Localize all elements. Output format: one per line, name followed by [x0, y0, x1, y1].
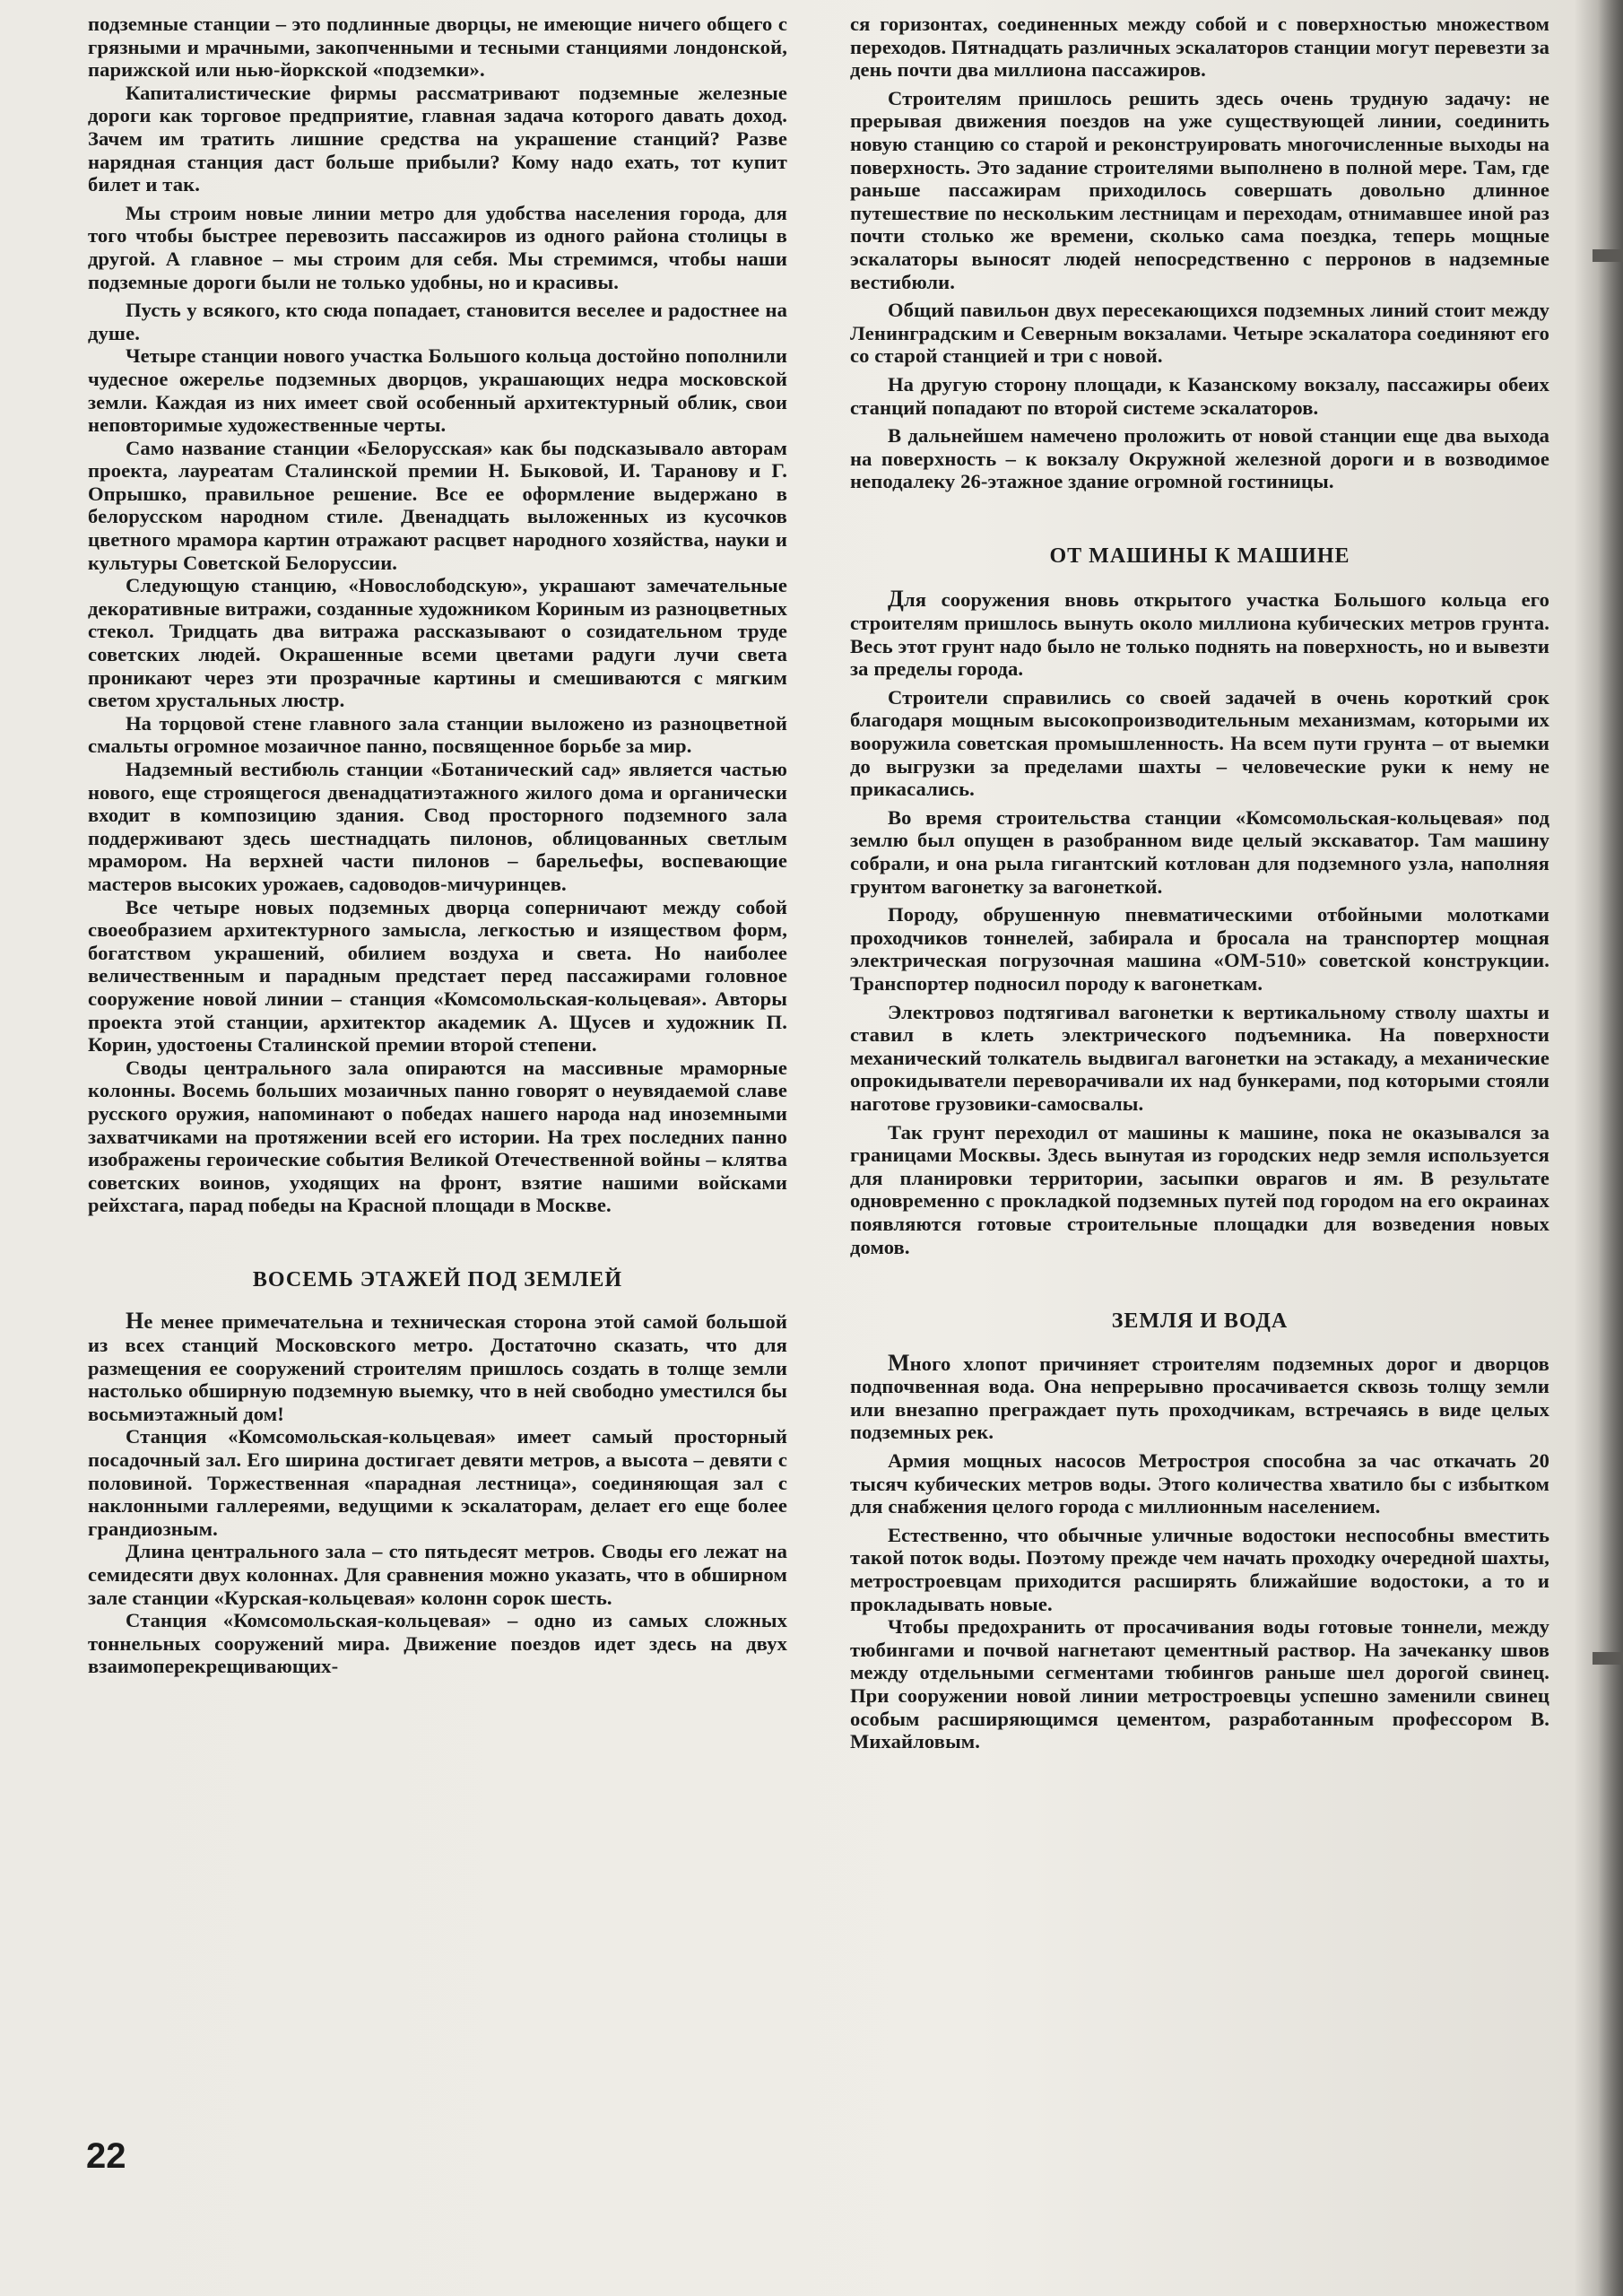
- paragraph: Длина центрального зала – сто пятьдесят метров. Своды его лежат на семидесяти двух колоннах. Для сравнения можно указать, что в обширном зале станции «Курская-кольцевая» колонн сорок шесть.: [88, 1540, 787, 1609]
- paragraph: Следующую станцию, «Новослободскую», украшают замечательные декоративные витражи, созданные художником Кориным из разноцветных стекол. Тридцать два витража рассказывают о созидательном труде советских людей. Окрашенные всеми цветами радуги лучи света проникают через эти прозрачные картины и смешиваются с мягким светом хрустальных люстр.: [88, 574, 787, 712]
- section-heading: ОТ МАШИНЫ К МАШИНЕ: [1049, 544, 1350, 568]
- page-edge-mark: [1593, 1652, 1623, 1665]
- paragraph: Во время строительства станции «Комсомольская-кольцевая» под землю был опущен в разобранном виде целый экскаватор. Там машину собрали, и она рыла гигантский котлован для подземного узла, наполняя грунтом вагонетку за вагонеткой.: [850, 805, 1549, 898]
- paragraph: ся горизонтах, соединенных между собой и с поверхностью множеством переходов. Пятнадцать различных эскалаторов станции могут перевезти за день почти два миллиона пассажиров.: [850, 13, 1549, 82]
- paragraph: Много хлопот причиняет строителям подземных дорог и дворцов подпочвенная вода. Она непрерывно просачивается сквозь толщу земли или внезапно преграждает путь проходчикам, встречаясь в виде целых подземных рек.: [850, 1349, 1549, 1444]
- paragraph: Надземный вестибюль станции «Ботанический сад» является частью нового, еще строящегося двенадцатиэтажного жилого дома и органически входит в композицию здания. Свод просторного подземного зала поддерживают здесь шестнадцать пилонов, облицованных светлым мрамором. На верхней части пилонов – барельефы, воспевающие мастеров высоких урожаев, садоводов-мичуринцев.: [88, 758, 787, 895]
- paragraph: Станция «Комсомольская-кольцевая» имеет самый просторный посадочный зал. Его ширина достигает девяти метров, а высота – девяти с половиной. Торжественная «парадная лестница», соединяющая зал с наклонными галлереями, ведущими к эскалаторам, делает его еще более грандиозным.: [88, 1425, 787, 1540]
- paragraph: Для сооружения вновь открытого участка Большого кольца его строителям пришлось вынуть около миллиона кубических метров грунта. Весь этот грунт надо было не только поднять на поверхность, но и вывезти за пределы города.: [850, 586, 1549, 681]
- paragraph: подземные станции – это подлинные дворцы, не имеющие ничего общего с грязными и мрачными, закопченными и тесными станциями лондонской, парижской или нью-йоркской «подземки».: [88, 13, 787, 82]
- paragraph: Мы строим новые линии метро для удобства населения города, для того чтобы быстрее перевозить пассажиров из одного района столицы в другой. А главное – мы строим для себя. Мы стремимся, чтобы наши подземные дороги были не только удобны, но и красивы.: [88, 201, 787, 293]
- right-column: [850, 13, 1549, 1753]
- paragraph: На торцовой стене главного зала станции выложено из разноцветной смальты огромное мозаичное панно, посвященное борьбе за мир.: [88, 711, 787, 758]
- paragraph: Своды центрального зала опираются на массивные мраморные колонны. Восемь больших мозаичных панно говорят о неувядаемой славе русского оружия, напоминают о победах нашего народа над иноземными захватчиками на протяжении всей его истории. На трех последних панно изображены героические события Великой Отечественной войны – клятва советских воинов, уходящих на фронт, взятие нашими войсками рейхстага, парад победы на Красной площади в Москве.: [88, 1056, 787, 1217]
- paragraph: Четыре станции нового участка Большого кольца достойно пополнили чудесное ожерелье подземных дворцов, украшающих недра московской земли. Каждая из них имеет свой особенный архитектурный облик, свои неповторимые художественные черты.: [88, 344, 787, 437]
- paragraph: В дальнейшем намечено проложить от новой станции еще два выхода на поверхность – к вокзалу Окружной железной дороги и в возводимое неподалеку 26-этажное здание огромной гостиницы.: [850, 424, 1549, 493]
- page-edge-mark: [1593, 249, 1623, 262]
- paragraph: Строители справились со своей задачей в очень короткий срок благодаря мощным высокопроизводительным механизмам, которыми их вооружила советская промышленность. На всем пути грунта – от выемки до выгрузки за пределами шахты – человеческие руки к нему не прикасались.: [850, 685, 1549, 801]
- paragraph: Чтобы предохранить от просачивания воды готовые тоннели, между тюбингами и почвой нагнетают цементный раствор. На зачеканку швов между отдельными сегментами тюбингов раньше шел дорогой свинец. При сооружении новой линии метростроевцы успешно заменили свинец особым расширяющимся цементом, разработанным профессором В. Михайловым.: [850, 1615, 1549, 1753]
- paragraph: Все четыре новых подземных дворца соперничают между собой своеобразием архитектурного замысла, легкостью и изяществом форм, богатством украшений, обилием воздуха и света. Но наиболее величественным и парадным предстает перед пассажирами головное сооружение новой линии – станция «Комсомольская-кольцевая». Авторы проекта этой станции, архитектор академик А. Щусев и художник П. Корин, удостоены Сталинской премии второй степени.: [88, 895, 787, 1057]
- paragraph: На другую сторону площади, к Казанскому вокзалу, пассажиры обеих станций попадают по второй системе эскалаторов.: [850, 372, 1549, 419]
- paragraph: Пусть у всякого, кто сюда попадает, становится веселее и радостнее на душе.: [88, 299, 787, 344]
- paragraph: Породу, обрушенную пневматическими отбойными молотками проходчиков тоннелей, забирала и бросала на транспортер мощная электрическая погрузочная машина «ОМ-510» советской конструкции. Транспортер подносил породу к вагонеткам.: [850, 903, 1549, 995]
- page-number: 22: [86, 2136, 126, 2176]
- paragraph: Общий павильон двух пересекающихся подземных линий стоит между Ленинградским и Северным вокзалами. Четыре эскалатора соединяют его со старой станцией и три с новой.: [850, 299, 1549, 368]
- section-heading: ВОСЕМЬ ЭТАЖЕЙ ПОД ЗЕМЛЕЙ: [252, 1267, 623, 1292]
- paragraph: Станция «Комсомольская-кольцевая» – одно из самых сложных тоннельных сооружений мира. Движение поездов идет здесь на двух взаимоперекрещивающих-: [88, 1609, 787, 1678]
- paragraph: Армия мощных насосов Метростроя способна за час откачать 20 тысяч кубических метров воды. Этого количества хватило бы с избытком для снабжения целого города с миллионным населением.: [850, 1449, 1549, 1518]
- paragraph: Само название станции «Белорусская» как бы подсказывало авторам проекта, лауреатам Сталинской премии Н. Быковой, И. Таранову и Г. Опрышко, правильное решение. Все ее оформление выдержано в белорусском народном стиле. Двенадцать выложенных из кусочков цветного мрамора картин отражают расцвет народного хозяйства, науки и культуры Советской Белоруссии.: [88, 436, 787, 574]
- paragraph: Строителям пришлось решить здесь очень трудную задачу: не прерывая движения поездов на уже существующей линии, соединить новую станцию со старой и реконструировать многочисленные выходы на поверхность. Это задание строителями выполнено в полной мере. Там, где раньше пассажирам приходилось совершать довольно длинное путешествие по нескольким лестницам и переходам, отнимавшее иной раз почти столько же времени, сколько сама поездка, теперь мощные эскалаторы выносят людей непосредственно с перронов в надземные вестибюли.: [850, 86, 1549, 293]
- left-column: [88, 13, 787, 1678]
- paragraph: Естественно, что обычные уличные водостоки неспособны вместить такой поток воды. Поэтому прежде чем начать проходку очередной шахты, метростроевцам приходится расширять ближайшие водостоки, а то и прокладывать новые.: [850, 1523, 1549, 1615]
- page-edge-shadow: [1598, 0, 1623, 2296]
- paragraph: Электровоз подтягивал вагонетки к вертикальному стволу шахты и ставил в клеть электрического подъемника. На поверхности механический толкатель выдвигал вагонетки на эстакаду, а механические опрокидыватели переворачивали их над бункерами, под которыми стояли наготове грузовики-самосвалы.: [850, 1000, 1549, 1115]
- section-heading: ЗЕМЛЯ И ВОДА: [1111, 1309, 1289, 1334]
- paragraph: Не менее примечательна и техническая сторона этой самой большой из всех станций Московского метро. Достаточно сказать, что для размещения ее сооружений строителям пришлось создать в толще земли настолько обширную подземную выемку, что в ней свободно уместился бы восьмиэтажный дом!: [88, 1308, 787, 1425]
- paragraph: Капиталистические фирмы рассматривают подземные железные дороги как торговое предприятие, главная задача которого давать доход. Зачем им тратить лишние средства на украшение станций? Разве нарядная станция даст больше прибыли? Кому надо ехать, тот купит билет и так.: [88, 81, 787, 196]
- paragraph: Так грунт переходил от машины к машине, пока не оказывался за границами Москвы. Здесь вынутая из городских недр земля используется для планировки территории, засыпки оврагов и ям. В результате одновременно с прокладкой подземных путей под городом на его окраинах появляются готовые строительные площадки для возведения новых домов.: [850, 1120, 1549, 1258]
